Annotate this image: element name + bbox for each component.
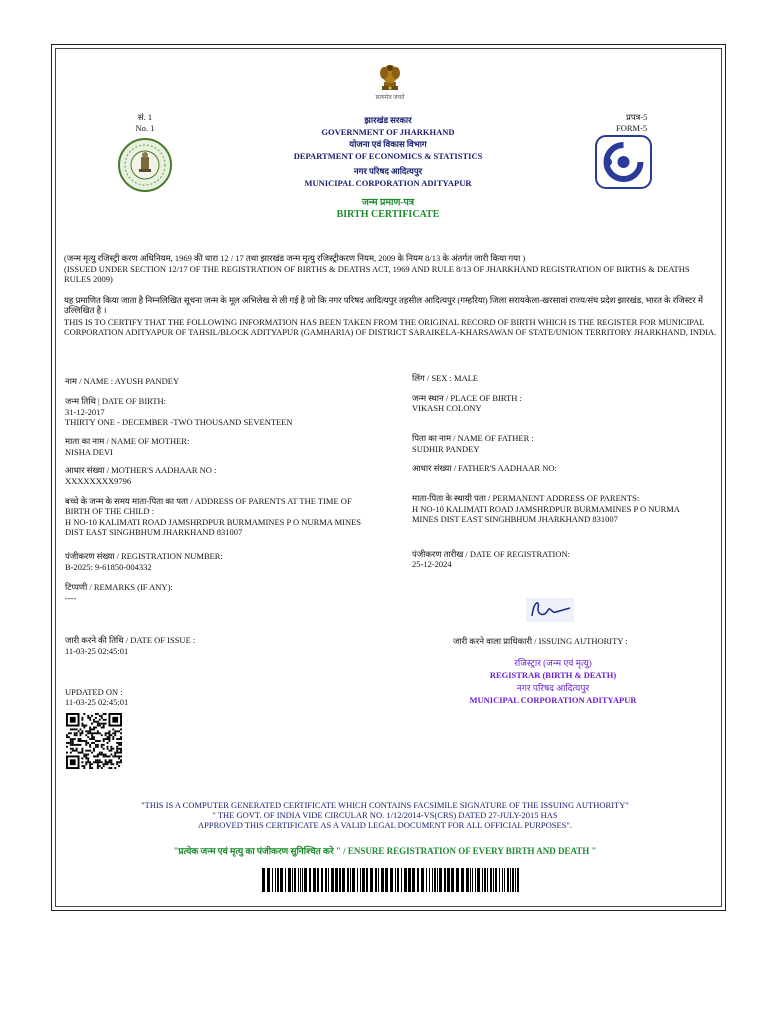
dob-value: 31-12-2017 xyxy=(65,407,105,417)
address-at-birth-value: H NO-10 KALIMATI ROAD JAMSHRDPUR BURMAMINES P O NURMA MINES DIST EAST SINGHBHUM JHARKHAND 831007 xyxy=(65,517,362,537)
title-english: BIRTH CERTIFICATE xyxy=(336,209,440,220)
title-hindi: जन्म प्रमाण-पत्र xyxy=(361,198,415,208)
ashoka-emblem-icon xyxy=(372,60,408,96)
mother-name-label: माता का नाम / NAME OF MOTHER: xyxy=(65,436,190,446)
issue-date-label: जारी करने की तिथि / DATE OF ISSUE : xyxy=(65,635,196,645)
father-aadhaar-label: आधार संख्या / FATHER'S AADHAAR NO: xyxy=(412,463,557,473)
permanent-address-value: H NO-10 KALIMATI ROAD JAMSHRDPUR BURMAMINES P O NURMA MINES DIST EAST SINGHBHUM JHARKHAND 831007 xyxy=(412,504,680,524)
registrar-english: REGISTRAR (BIRTH & DEATH) xyxy=(489,670,617,680)
form-number: FORM-5 xyxy=(616,123,648,133)
corp-hindi: नगर परिषद आदित्यपुर xyxy=(353,166,423,176)
place-of-birth-value: VIKASH COLONY xyxy=(412,403,482,413)
updated-on-label: UPDATED ON : xyxy=(65,687,123,697)
registrar-corp-hindi: नगर परिषद आदित्यपुर xyxy=(516,683,590,693)
name-field: नाम / NAME : AYUSH PANDEY xyxy=(65,376,180,386)
gov-hindi: झारखंड सरकार xyxy=(364,115,412,125)
form-hindi: प्रपत्र-5 xyxy=(626,112,648,122)
place-of-birth-label: जन्म स्थान / PLACE OF BIRTH : xyxy=(412,393,522,403)
mother-name-value: NISHA DEVI xyxy=(65,447,113,457)
crs-logo-icon xyxy=(595,135,652,189)
updated-on-value: 11-03-25 02:45:01 xyxy=(65,697,129,707)
issuing-authority-label: जारी करने वाला प्राधिकारी / ISSUING AUTHORITY : xyxy=(453,636,628,646)
dob-label: जन्म तिथि | DATE OF BIRTH: xyxy=(65,396,167,406)
registration-number-label: पंजीकरण संख्या / REGISTRATION NUMBER: xyxy=(65,551,223,561)
dob-words: THIRTY ONE - DECEMBER -TWO THOUSAND SEVENTEEN xyxy=(65,417,293,427)
registration-date-value: 25-12-2024 xyxy=(412,559,452,569)
father-name-value: SUDHIR PANDEY xyxy=(412,444,480,454)
serial-number: No. 1 xyxy=(135,123,155,133)
certify-english: THIS IS TO CERTIFY THAT THE FOLLOWING INFORMATION HAS BEEN TAKEN FROM THE ORIGINAL RECORD OF BIRTH WHICH IS THE REGISTER FOR MUNICIPAL CORPORATION ADITYAPUR OF TAHSIL/BLOCK ADITYAPUR (GAMHARIA) OF DISTRICT SARAIKELA-KHARSAWAN OF STATE/UNION TERRITORY JHARKHAND, INDIA. xyxy=(64,317,717,337)
issue-date-value: 11-03-25 02:45:01 xyxy=(65,646,129,656)
qr-code-icon xyxy=(66,713,122,769)
issued-under-english: (ISSUED UNDER SECTION 12/17 OF THE REGISTRATION OF BIRTHS & DEATHS ACT, 1969 AND RULE 8/13 OF JHARKHAND REGISTRATION OF BIRTHS & DEATHS RULES 2009) xyxy=(64,264,690,284)
jharkhand-seal-icon xyxy=(117,137,173,193)
computer-generated-notice: "THIS IS A COMPUTER GENERATED CERTIFICATE WHICH CONTAINS FACSIMILE SIGNATURE OF THE ISSUING AUTHORITY" xyxy=(141,800,629,810)
dept-english: DEPARTMENT OF ECONOMICS & STATISTICS xyxy=(293,151,483,161)
certify-hindi: यह प्रमाणित किया जाता है निम्नलिखित सूचना जन्म के मूल अभिलेख से ली गई है जो कि नगर परिषद आदित्यपुर तहसील आदित्यपुर (गम्हरिया) जिला सरायकेला-खरसावां राज्य/संघ प्रदेश झारखंड, भारत के रजिस्टर में उल्लिखित है । xyxy=(64,295,703,315)
valid-document-notice: APPROVED THIS CERTIFICATE AS A VALID LEGAL DOCUMENT FOR ALL OFFICIAL PURPOSES". xyxy=(197,820,573,830)
gov-english: GOVERNMENT OF JHARKHAND xyxy=(321,127,455,137)
emblem-motto: सत्यमेव जयते xyxy=(375,95,405,101)
permanent-address-label: माता-पिता के स्थायी पता / PERMANENT ADDRESS OF PARENTS: xyxy=(412,493,640,503)
registration-slogan: "प्रत्येक जन्म एवं मृत्यु का पंजीकरण सुनिश्चित करे " / ENSURE REGISTRATION OF EVERY BIRTH AND DEATH " xyxy=(173,846,597,856)
signature-icon xyxy=(518,594,578,626)
corp-english: MUNICIPAL CORPORATION ADITYAPUR xyxy=(304,178,472,188)
dept-hindi: योजना एवं विकास विभाग xyxy=(349,139,427,149)
serial-hindi: सं. 1 xyxy=(137,112,153,122)
mother-aadhaar-label: आधार संख्या / MOTHER'S AADHAAR NO : xyxy=(65,465,217,475)
remarks-value: ---- xyxy=(65,593,77,603)
address-at-birth-label: बच्चे के जन्म के समय माता-पिता का पता / ADDRESS OF PARENTS AT THE TIME OF BIRTH OF THE CHILD : xyxy=(65,496,352,516)
circular-notice: " THE GOVT. OF INDIA VIDE CIRCULAR NO. 1/12/2014-VS(CRS) DATED 27-JULY-2015 HAS xyxy=(212,810,558,820)
registration-date-label: पंजीकरण तारीख / DATE OF REGISTRATION: xyxy=(412,549,571,559)
registrar-corp-english: MUNICIPAL CORPORATION ADITYAPUR xyxy=(469,695,637,705)
barcode-icon xyxy=(262,868,520,892)
mother-aadhaar-value: XXXXXXXX9796 xyxy=(65,476,132,486)
registrar-hindi: रजिस्ट्रार (जन्म एवं मृत्यु) xyxy=(514,658,592,668)
sex-field: लिंग / SEX : MALE xyxy=(412,373,479,383)
father-name-label: पिता का नाम / NAME OF FATHER : xyxy=(412,433,534,443)
registration-number-value: B-2025: 9-61850-004332 xyxy=(65,562,152,572)
issued-under-hindi: (जन्म मृत्यु रजिस्ट्री करण अधिनियम, 1969 की धारा 12 / 17 तथा झारखंड जन्म मृत्यु रजिस्ट्रीकरण नियम, 2009 के नियम 8/13 के अंतर्गत जारी किया गया ) xyxy=(64,253,526,263)
remarks-label: टिप्पणी / REMARKS (IF ANY): xyxy=(65,582,173,592)
